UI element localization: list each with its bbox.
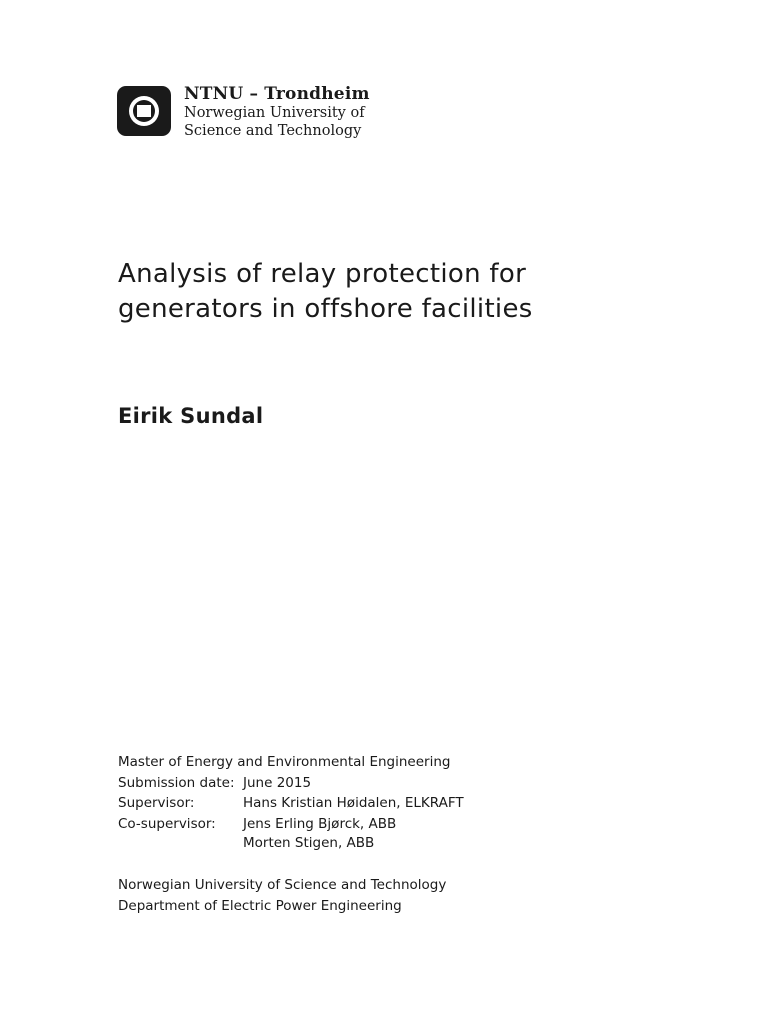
supervisor-label: Supervisor: (118, 795, 195, 811)
thesis-title (118, 257, 678, 327)
supervisor-value: Hans Kristian Høidalen, ELKRAFT (243, 795, 464, 811)
logo-line-ntnu: NTNU – Trondheim (184, 84, 370, 104)
submission-value: June 2015 (243, 774, 312, 791)
institution-block (118, 875, 446, 916)
cosupervisor-row (118, 814, 464, 853)
submission-row (118, 773, 464, 794)
title-line-1: Analysis of relay protection for (118, 259, 527, 289)
cosupervisor-value-1: Jens Erling Bjørck, ABB (243, 815, 397, 832)
submission-label: Submission date: (118, 774, 235, 791)
title-line-2: generators in offshore facilities (118, 294, 533, 324)
university-name: Norwegian University of Science and Technology (118, 877, 447, 893)
department-name: Department of Electric Power Engineering (118, 897, 402, 914)
cosupervisor-label: Co-supervisor: (118, 815, 216, 832)
logo-line-university: Norwegian University of (184, 105, 365, 121)
logo-line-science: Science and Technology (184, 123, 362, 139)
program-name: Master of Energy and Environmental Engineering (118, 754, 451, 770)
author-name: Eirik Sundal (118, 404, 264, 428)
logo-wordmark (184, 84, 370, 140)
thesis-details (118, 752, 464, 852)
cosupervisor-values (243, 814, 396, 853)
ntnu-logo-icon (117, 86, 171, 136)
supervisor-row (118, 793, 464, 814)
ntnu-logo (117, 86, 370, 140)
cosupervisor-value-2: Morten Stigen, ABB (243, 835, 375, 851)
